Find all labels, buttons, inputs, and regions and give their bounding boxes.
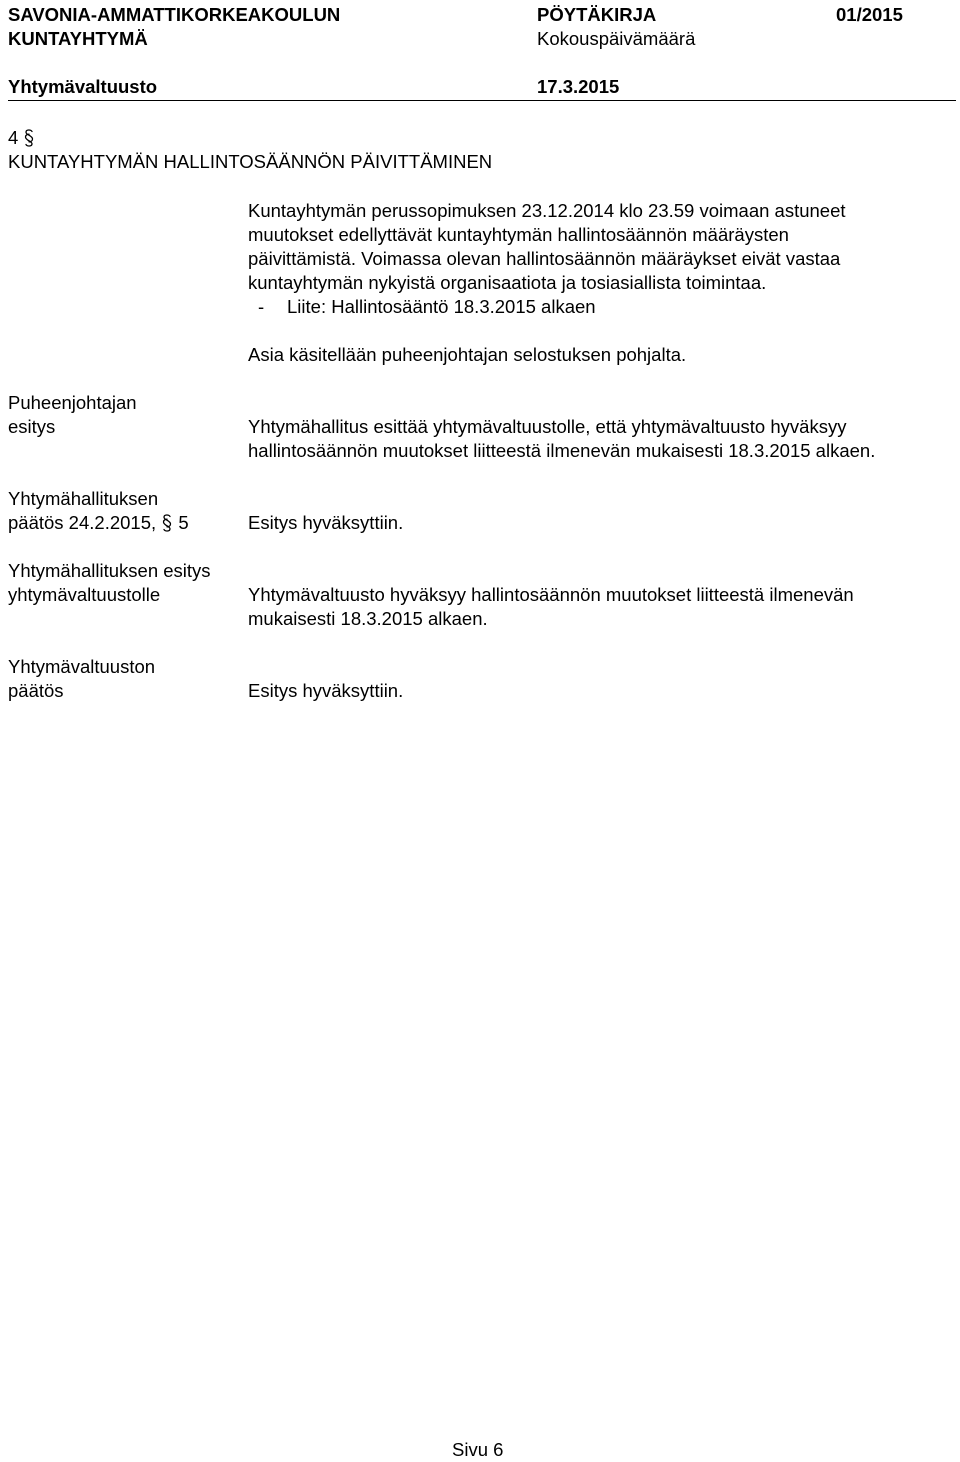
meeting-date-label: Kokouspäivämäärä (537, 28, 696, 49)
org-name-line2: KUNTAYHTYMÄ (8, 28, 148, 49)
board-proposal-label-line2: yhtymävaltuustolle (8, 584, 161, 605)
council-decision-text: Esitys hyväksyttiin. (248, 680, 404, 701)
attachment-reference: Liite: Hallintosääntö 18.3.2015 alkaen (287, 296, 596, 317)
attachment-dash: - (258, 296, 265, 317)
document-type: PÖYTÄKIRJA (537, 4, 657, 25)
council-decision-label-line1: Yhtymävaltuuston (8, 656, 156, 677)
board-decision-date: päätös 24.2.2015, (8, 512, 157, 533)
board-proposal-text-line1: Yhtymävaltuusto hyväksyy hallintosäännön muutokset liitteestä ilmenevän (248, 584, 854, 605)
intro-line-4: kuntayhtymän nykyistä organisaatiota ja tosiasiallista toimintaa. (248, 272, 767, 293)
handling-basis: Asia käsitellään puheenjohtajan selostuksen pohjalta. (248, 344, 687, 365)
chair-proposal-label-line2: esitys (8, 416, 56, 437)
board-decision-label-line1: Yhtymähallituksen (8, 488, 159, 509)
board-proposal-text-line2: mukaisesti 18.3.2015 alkaen. (248, 608, 488, 629)
page-number: Sivu 6 (452, 1439, 504, 1460)
header-divider (8, 100, 956, 101)
section-sign-icon (23, 128, 35, 148)
chair-proposal-label-line1: Puheenjohtajan (8, 392, 137, 413)
chair-proposal-text-line2: hallintosäännön muutokset liitteestä ilmenevän mukaisesti 18.3.2015 alkaen. (248, 440, 876, 461)
section-title: KUNTAYHTYMÄN HALLINTOSÄÄNNÖN PÄIVITTÄMINEN (8, 151, 493, 172)
section-number (8, 126, 35, 150)
org-name-line1: SAVONIA-AMMATTIKORKEAKOULUN (8, 4, 341, 25)
meeting-date: 17.3.2015 (537, 76, 620, 97)
council-decision-label-line2: päätös (8, 680, 64, 701)
board-decision-text: Esitys hyväksyttiin. (248, 512, 404, 533)
intro-line-2: muutokset edellyttävät kuntayhtymän hallintosäännön määräysten (248, 224, 789, 245)
board-decision-section: 5 (178, 512, 189, 533)
board-proposal-label-line1: Yhtymähallituksen esitys (8, 560, 211, 581)
document-number: 01/2015 (836, 4, 903, 25)
section-sign-icon (161, 513, 173, 533)
section-number-text: 4 (8, 127, 19, 148)
intro-line-3: päivittämistä. Voimassa olevan hallintosäännön määräykset eivät vastaa (248, 248, 841, 269)
board-decision-label-line2 (8, 511, 189, 535)
body-name: Yhtymävaltuusto (8, 76, 158, 97)
chair-proposal-text-line1: Yhtymähallitus esittää yhtymävaltuustolle, että yhtymävaltuusto hyväksyy (248, 416, 847, 437)
intro-line-1: Kuntayhtymän perussopimuksen 23.12.2014 klo 23.59 voimaan astuneet (248, 200, 846, 221)
